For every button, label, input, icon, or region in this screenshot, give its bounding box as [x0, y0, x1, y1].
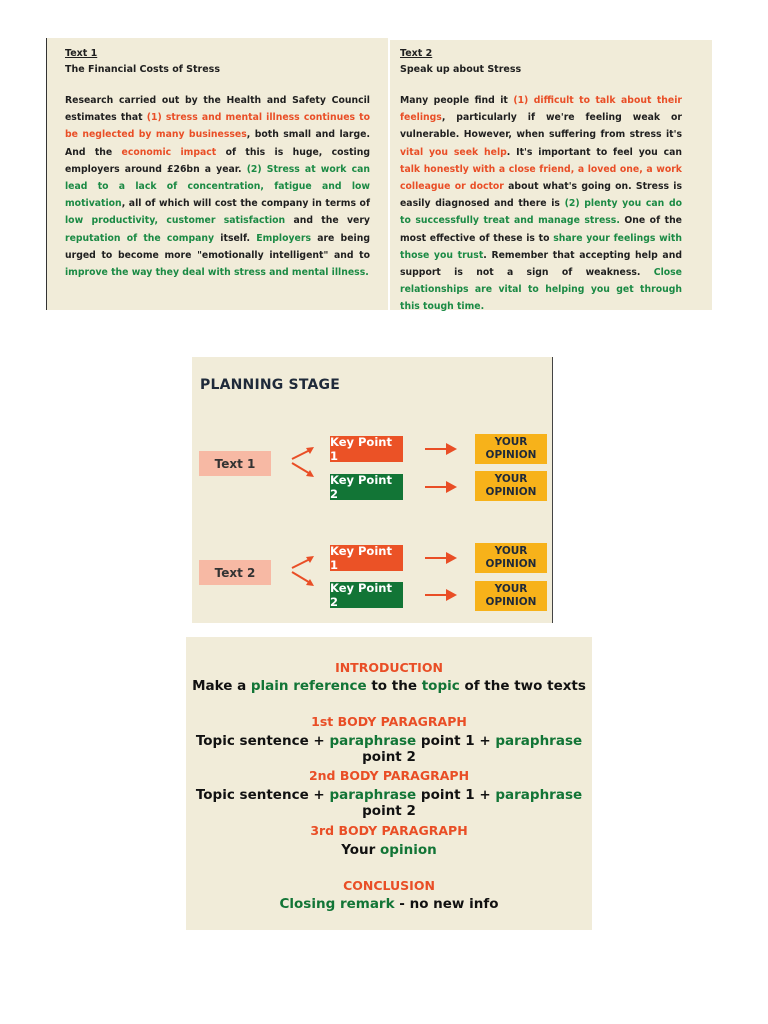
- structure-seg: Topic sentence +: [195, 733, 330, 749]
- text1-seg: and the very: [285, 215, 370, 227]
- essay-structure-panel: [186, 637, 592, 930]
- opinion-line: YOUR: [494, 473, 528, 485]
- body1-text: [186, 733, 592, 765]
- planning-stage-panel: [192, 357, 553, 623]
- text1-seg: itself.: [214, 232, 257, 244]
- text2-seg: . It's important to feel you can: [506, 146, 682, 158]
- structure-seg: opinion: [380, 842, 437, 858]
- text2-seg: vital you seek help: [400, 146, 507, 158]
- text1-seg: low productivity, customer satisfaction: [65, 215, 286, 227]
- key-point-1-box: Key Point 1: [330, 436, 403, 462]
- structure-seg: topic: [421, 678, 460, 694]
- body2-heading: 2nd BODY PARAGRAPH: [308, 768, 470, 783]
- arrow-right-icon: [424, 441, 458, 457]
- structure-seg: point 1 +: [416, 787, 496, 803]
- structure-seg: Closing remark: [279, 896, 395, 912]
- opinion-line: OPINION: [485, 558, 537, 570]
- structure-seg: point 2: [362, 749, 416, 765]
- text2-seg: , particularly if we're feeling weak or vulnerable. However, when suffering from stress it's: [400, 112, 682, 141]
- text2-seg: (1) difficult to talk about their feelings: [400, 95, 682, 124]
- structure-seg: paraphrase: [329, 733, 417, 749]
- structure-seg: - no new info: [394, 896, 499, 912]
- body3-text: [186, 842, 592, 858]
- fork-arrows-icon: [290, 445, 318, 479]
- structure-seg: paraphrase: [329, 787, 417, 803]
- text1-heading: Text 1: [65, 48, 98, 59]
- opinion-box: [475, 434, 547, 464]
- text2-seg: talk honestly with a close friend, a loved one, a work colleague or doctor: [400, 163, 682, 193]
- fork-arrows-icon: [290, 554, 318, 588]
- opinion-box: [475, 543, 547, 573]
- text1-tag: Text 1: [199, 451, 271, 476]
- arrow-right-icon: [424, 550, 458, 566]
- structure-seg: point 1 +: [416, 733, 496, 749]
- structure-seg: point 2: [362, 803, 416, 819]
- text2-seg: share your feelings with those you trust: [400, 232, 682, 261]
- structure-seg: Your: [341, 842, 381, 858]
- text1-seg: are being urged to become more "emotionally intelligent" and to: [65, 232, 370, 261]
- introduction-heading: INTRODUCTION: [335, 660, 443, 675]
- conclusion-text: [186, 896, 592, 912]
- text1-seg: Employers: [256, 232, 311, 244]
- structure-seg: paraphrase: [495, 787, 583, 803]
- text2-panel: [390, 40, 712, 313]
- text1-title: The Financial Costs of Stress: [65, 64, 220, 75]
- opinion-line: YOUR: [494, 545, 528, 557]
- structure-seg: of the two texts: [459, 678, 586, 694]
- text2-heading: Text 2: [400, 48, 433, 59]
- arrow-right-icon: [424, 479, 458, 495]
- text2-seg: Close relationships are vital to helping you get through this tough time.: [400, 267, 682, 313]
- text1-seg: (2) Stress at work can lead to a lack of concentration, fatigue and low motivation: [65, 163, 370, 210]
- opinion-line: OPINION: [485, 449, 537, 461]
- text2-title: Speak up about Stress: [400, 64, 522, 75]
- body1-heading: 1st BODY PARAGRAPH: [311, 714, 467, 729]
- opinion-box: [475, 581, 547, 611]
- key-point-2-box: Key Point 2: [330, 582, 403, 608]
- structure-seg: Topic sentence +: [195, 787, 330, 803]
- key-point-1-box: Key Point 1: [330, 545, 403, 571]
- opinion-box: [475, 471, 547, 501]
- opinion-line: YOUR: [494, 583, 528, 595]
- structure-seg: paraphrase: [495, 733, 583, 749]
- text1-seg: , all of which will cost the company in terms of: [121, 198, 370, 210]
- structure-seg: plain reference: [250, 678, 367, 694]
- structure-seg: Make a: [192, 678, 251, 694]
- opinion-line: OPINION: [485, 486, 537, 498]
- opinion-line: YOUR: [494, 436, 528, 448]
- text1-seg: of this is huge, costing employers around £26bn a year.: [65, 146, 371, 175]
- text1-seg: (1) stress and mental illness continues to be neglected by many businesses: [65, 112, 370, 141]
- body2-text: [186, 787, 592, 819]
- introduction-text: [186, 678, 592, 694]
- opinion-line: OPINION: [485, 596, 537, 608]
- text2-tag: Text 2: [199, 560, 271, 585]
- text1-seg: reputation of the company: [65, 232, 215, 244]
- text2-seg: Many people find it: [400, 95, 514, 106]
- text1-seg: , both small and large. And the: [65, 129, 370, 158]
- text1-seg: Research carried out by the Health and Safety Council estimates that: [65, 95, 370, 124]
- structure-seg: to the: [366, 678, 422, 694]
- text2-body: [400, 92, 682, 316]
- text2-seg: . Remember that accepting help and support is not a sign of weakness.: [400, 249, 682, 279]
- text1-panel: [46, 38, 388, 310]
- text2-seg: One of the most effective of these is to: [400, 215, 682, 244]
- text2-seg: about what's going on. Stress is easily diagnosed and there is: [400, 181, 682, 210]
- planning-stage-title: PLANNING STAGE: [200, 377, 340, 393]
- text1-seg: economic impact: [121, 146, 217, 158]
- key-point-2-box: Key Point 2: [330, 474, 403, 500]
- text1-body: [65, 92, 370, 281]
- text2-seg: (2) plenty you can do to successfully treat and manage stress.: [400, 198, 682, 227]
- arrow-right-icon: [424, 587, 458, 603]
- text1-seg: improve the way they deal with stress and mental illness.: [65, 267, 369, 279]
- conclusion-heading: CONCLUSION: [343, 878, 435, 893]
- body3-heading: 3rd BODY PARAGRAPH: [310, 823, 468, 838]
